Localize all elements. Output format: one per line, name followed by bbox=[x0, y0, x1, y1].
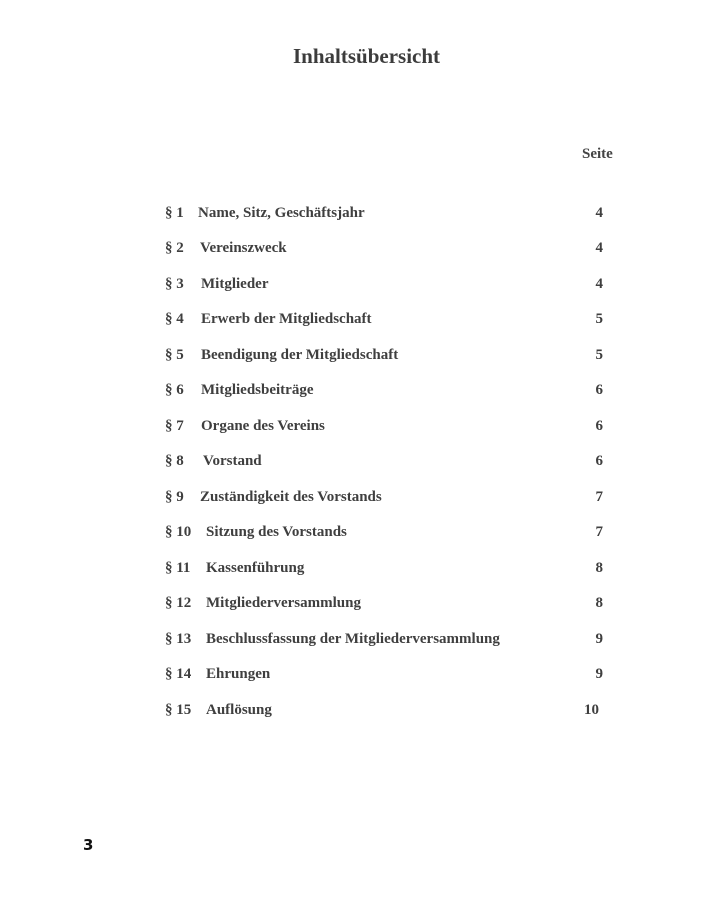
section-number: § 4 bbox=[165, 311, 184, 327]
section-title: Beendigung der Mitgliedschaft bbox=[201, 347, 399, 363]
section-number: § 11 bbox=[165, 560, 191, 576]
section-number: § 13 bbox=[165, 631, 192, 647]
section-page: 6 bbox=[595, 453, 603, 469]
section-title: Mitgliederversammlung bbox=[206, 595, 361, 611]
toc-entry bbox=[0, 560, 705, 584]
section-title: Vorstand bbox=[203, 453, 262, 469]
toc-entry bbox=[0, 276, 705, 300]
page-column-header: Seite bbox=[582, 146, 613, 162]
toc-entry bbox=[0, 205, 705, 229]
toc-entry bbox=[0, 631, 705, 655]
section-title: Auflösung bbox=[206, 702, 272, 718]
section-page: 4 bbox=[595, 276, 603, 292]
section-page: 8 bbox=[595, 560, 603, 576]
toc-entry bbox=[0, 382, 705, 406]
toc-entry bbox=[0, 347, 705, 371]
section-number: § 12 bbox=[165, 595, 192, 611]
section-title: Vereinszweck bbox=[200, 240, 287, 256]
section-title: Sitzung des Vorstands bbox=[206, 524, 347, 540]
section-title: Kassenführung bbox=[206, 560, 305, 576]
toc-entry bbox=[0, 418, 705, 442]
section-title: Mitglieder bbox=[201, 276, 269, 292]
section-number: § 8 bbox=[165, 453, 184, 469]
section-number: § 14 bbox=[165, 666, 192, 682]
page-title: Inhaltsübersicht bbox=[292, 44, 441, 68]
section-page: 4 bbox=[595, 240, 603, 256]
section-number: § 9 bbox=[165, 489, 184, 505]
section-number: § 10 bbox=[165, 524, 192, 540]
section-title: Name, Sitz, Geschäftsjahr bbox=[198, 205, 365, 221]
section-page: 6 bbox=[595, 382, 603, 398]
page-number: 3 bbox=[83, 836, 94, 854]
section-number: § 6 bbox=[165, 382, 184, 398]
toc-entry bbox=[0, 240, 705, 264]
section-number: § 5 bbox=[165, 347, 184, 363]
section-number: § 2 bbox=[165, 240, 184, 256]
section-page: 9 bbox=[595, 666, 603, 682]
section-page: 8 bbox=[595, 595, 603, 611]
section-title: Organe des Vereins bbox=[201, 418, 325, 434]
section-page: 5 bbox=[595, 347, 603, 363]
section-number: § 1 bbox=[165, 205, 184, 221]
toc-entry bbox=[0, 311, 705, 335]
section-page: 7 bbox=[595, 489, 603, 505]
section-page: 5 bbox=[595, 311, 603, 327]
toc-entry bbox=[0, 595, 705, 619]
section-number: § 3 bbox=[165, 276, 184, 292]
section-number: § 15 bbox=[165, 702, 192, 718]
toc-entry bbox=[0, 453, 705, 477]
section-page: 4 bbox=[595, 205, 603, 221]
section-title: Zuständigkeit des Vorstands bbox=[200, 489, 382, 505]
section-number: § 7 bbox=[165, 418, 184, 434]
section-page: 7 bbox=[595, 524, 603, 540]
toc-entry bbox=[0, 702, 705, 726]
toc-entry bbox=[0, 489, 705, 513]
section-page: 6 bbox=[595, 418, 603, 434]
section-title: Beschlussfassung der Mitgliederversammlung bbox=[206, 631, 500, 647]
toc-entry bbox=[0, 666, 705, 690]
toc-entry bbox=[0, 524, 705, 548]
section-page: 9 bbox=[595, 631, 603, 647]
section-page: 10 bbox=[584, 702, 599, 718]
section-title: Erwerb der Mitgliedschaft bbox=[201, 311, 372, 327]
section-title: Mitgliedsbeiträge bbox=[201, 382, 314, 398]
section-title: Ehrungen bbox=[206, 666, 271, 682]
